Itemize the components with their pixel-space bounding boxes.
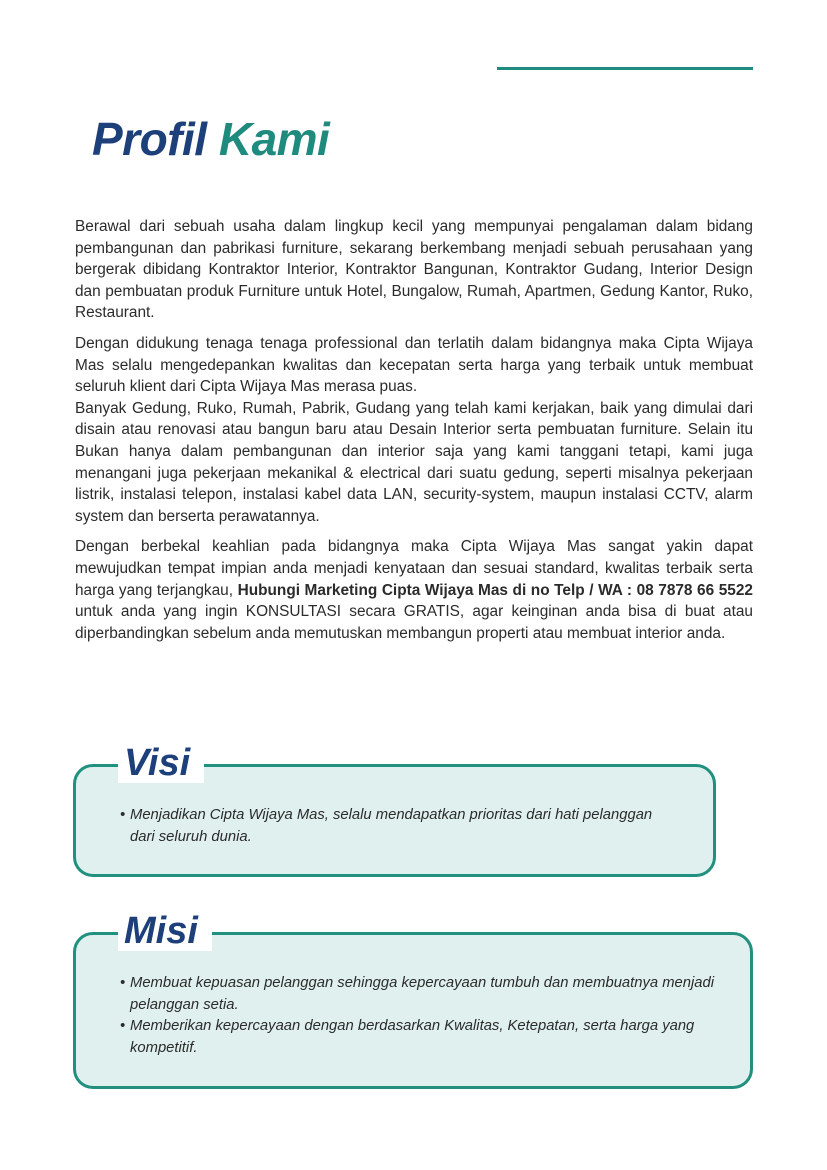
top-accent-rule xyxy=(497,67,753,70)
visi-heading: Visi xyxy=(118,743,204,783)
paragraph-projects: Banyak Gedung, Ruko, Rumah, Pabrik, Gudang yang telah kami kerjakan, baik yang dimulai dari disain atau renovasi atau bangun baru atau Desain Interior serta pembuatan furniture. Selain itu Bukan hanya dalam pembangunan dan interior saja yang kami tanggani tetapi, kami juga menangani juga pekerjaan mekanikal & electrical dari suatu gedung, seperti misalnya pekerjaan listrik, instalasi telepon, instalasi kabel data LAN, security-system, maupun instalasi CCTV, alarm system dan berserta perawatannya. xyxy=(75,399,753,525)
misi-item: • Membuat kepuasan pelanggan sehingga kepercayaan tumbuh dan membuatnya menjadi pelanggan setia. xyxy=(120,975,715,1013)
misi-heading: Misi xyxy=(118,911,212,951)
paragraph-team: Dengan didukung tenaga tenaga professional dan terlatih dalam bidangnya maka Cipta Wijaya Mas selalu mengedepankan kwalitas dan kecepatan serta harga yang terbaik untuk membuat seluruh klient dari Cipta Wijaya Mas merasa puas. xyxy=(75,334,753,396)
contact-text-end: untuk anda yang ingin KONSULTASI secara GRATIS, agar keinginan anda bisa di buat atau diperbandingkan sebelum anda memutuskan membangun properti atau membuat interior anda. xyxy=(75,603,753,642)
bullet-icon: • xyxy=(120,975,126,991)
profile-body xyxy=(75,216,753,653)
title-word-profil: Profil xyxy=(92,113,207,165)
contact-phone: Hubungi Marketing Cipta Wijaya Mas di no Telp / WA : 08 7878 66 5522 xyxy=(237,581,753,599)
paragraph-intro: Berawal dari sebuah usaha dalam lingkup kecil yang mempunyai pengalaman dalam bidang pembangunan dan pabrikasi furniture, sekarang berkembang menjadi sebuah perusahaan yang bergerak dibidang Kontraktor Interior, Kontraktor Bangunan, Kontraktor Gudang, Interior Design dan pembuatan produk Furniture untuk Hotel, Bungalow, Rumah, Apartmen, Gedung Kantor, Ruko, Restaurant. xyxy=(75,218,753,322)
misi-item: • Memberikan kepercayaan dengan berdasarkan Kwalitas, Ketepatan, serta harga yang kompetitif. xyxy=(120,1018,695,1056)
bullet-icon: • xyxy=(120,807,126,823)
title-word-kami: Kami xyxy=(218,113,330,165)
page-title xyxy=(92,112,329,166)
paragraph-contact xyxy=(75,536,753,644)
visi-list xyxy=(120,805,680,848)
visi-item: • Menjadikan Cipta Wijaya Mas, selalu mendapatkan prioritas dari hati pelanggan dari seluruh dunia. xyxy=(120,807,653,845)
contact-text-start: Dengan berbekal keahlian pada bidangnya maka Cipta Wijaya Mas sangat yakin dapat mewujudkan tempat impian anda menjadi kenyataan dan sesuai standard, kwalitas terbaik serta harga yang terjangkau, xyxy=(75,538,753,599)
misi-list xyxy=(120,973,720,1059)
bullet-icon: • xyxy=(120,1018,126,1034)
